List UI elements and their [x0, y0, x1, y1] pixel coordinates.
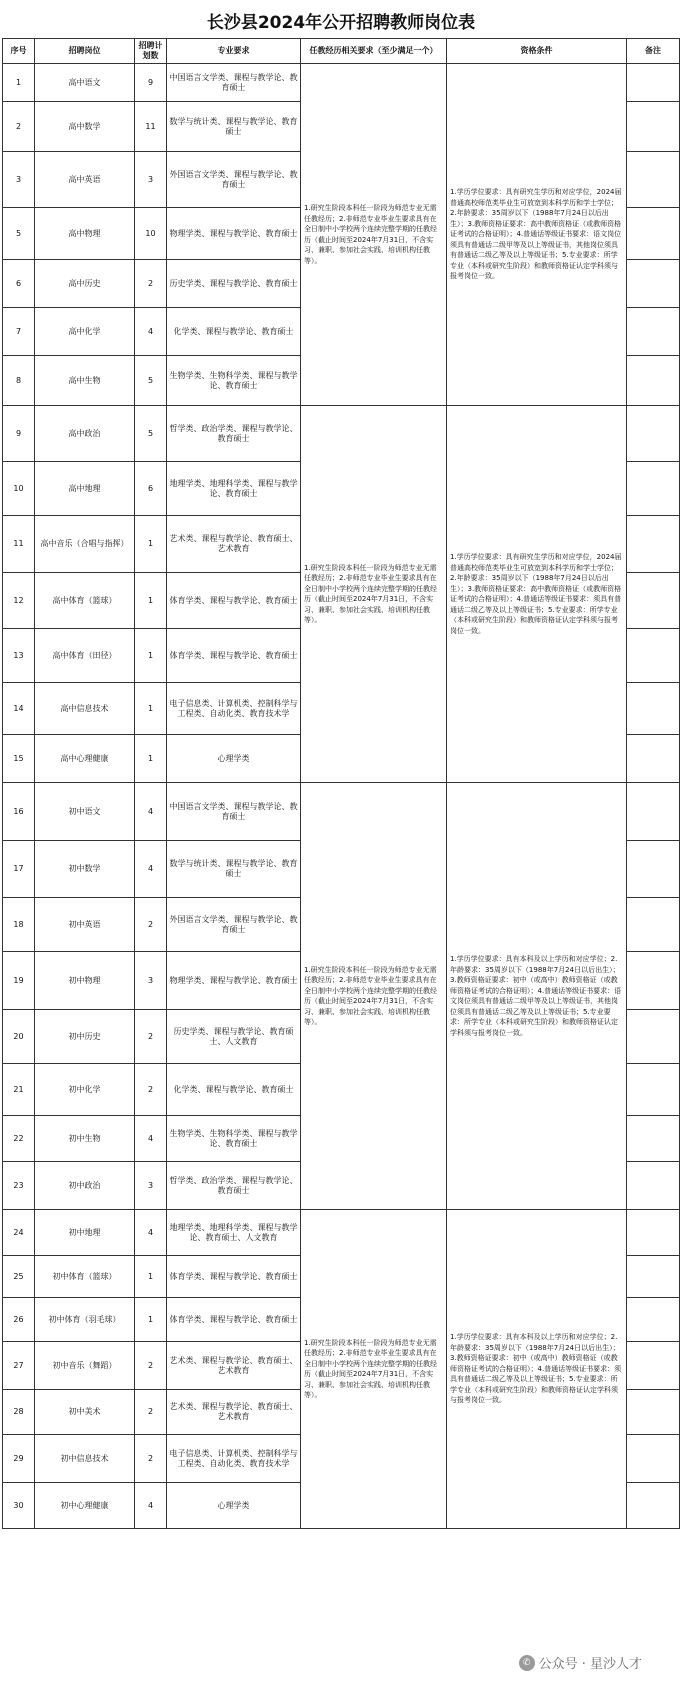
cell-remark — [627, 1483, 680, 1529]
cell-post: 高中数学 — [35, 102, 135, 152]
cell-qualification: 1.学历学位要求：具有研究生学历和对应学位，2024届普通高校师范类毕业生可放宽到本科学历和学士学位；2.年龄要求：35周岁以下（1988年7月24日以后出生）；3.教师资格证要求：高中教师资格证（或教师资格证考试的合格证明）；4.普通话等级证书要求：语文岗位须具有普通话二级甲等及以上等级证书，其他岗位须具有普通话二级乙等及以上等级证书；5.专业要求：所学专业（本科或研究生阶段）和教师资格证认定学科须与报考岗位一致。 — [447, 64, 627, 406]
cell-remark — [627, 735, 680, 783]
watermark-text: 公众号 · 星沙人才 — [538, 1657, 642, 1672]
cell-major: 数学与统计类、课程与教学论、教育硕士 — [167, 102, 301, 152]
cell-major: 外国语言文学类、课程与教学论、教育硕士 — [167, 898, 301, 952]
cell-count: 2 — [135, 898, 167, 952]
cell-major: 地理学类、地理科学类、课程与教学论、教育硕士、人文教育 — [167, 1210, 301, 1256]
cell-seq: 2 — [3, 102, 35, 152]
cell-remark — [627, 1342, 680, 1390]
cell-count: 3 — [135, 152, 167, 208]
table-header-row — [3, 39, 680, 64]
watermark — [519, 1653, 642, 1672]
cell-major: 生物学类、生物科学类、课程与教学论、教育硕士 — [167, 1116, 301, 1162]
cell-major: 艺术类、课程与教学论、教育硕士、艺术教育 — [167, 516, 301, 573]
table-row — [3, 406, 680, 462]
cell-qualification: 1.学历学位要求：具有本科及以上学历和对应学位；2.年龄要求：35周岁以下（1988年7月24日以后出生）；3.教师资格证要求：初中（或高中）教师资格证（或教师资格证考试的合格证明）；4.普通话等级证书要求：须具有普通话二级乙等及以上等级证书；5.专业要求：所学专业（本科或研究生阶段）和教师资格证认定学科须与报考岗位一致。 — [447, 1210, 627, 1529]
cell-count: 1 — [135, 1256, 167, 1298]
cell-post: 初中心理健康 — [35, 1483, 135, 1529]
cell-count: 1 — [135, 629, 167, 683]
cell-major: 中国语言文学类、课程与教学论、教育硕士 — [167, 783, 301, 841]
cell-seq: 11 — [3, 516, 35, 573]
cell-count: 1 — [135, 683, 167, 735]
cell-seq: 8 — [3, 356, 35, 406]
cell-seq: 29 — [3, 1435, 35, 1483]
cell-post: 高中体育（田径） — [35, 629, 135, 683]
cell-remark — [627, 1010, 680, 1064]
cell-remark — [627, 462, 680, 516]
cell-remark — [627, 898, 680, 952]
cell-remark — [627, 1116, 680, 1162]
cell-post: 高中历史 — [35, 260, 135, 308]
cell-seq: 22 — [3, 1116, 35, 1162]
cell-experience: 1.研究生阶段本科任一阶段为师范专业无需任教经历；2.非师范专业毕业生要求具有在全日制中小学校两个连续完整学期的任教经历（截止时间至2024年7月31日，不含实习、兼职、参加社会实践、培训机构任教等）。 — [301, 1210, 447, 1529]
cell-major: 体育学类、课程与教学论、教育硕士 — [167, 1298, 301, 1342]
cell-major: 物理学类、课程与教学论、教育硕士 — [167, 952, 301, 1010]
cell-remark — [627, 952, 680, 1010]
cell-seq: 7 — [3, 308, 35, 356]
cell-post: 初中语文 — [35, 783, 135, 841]
cell-remark — [627, 1298, 680, 1342]
cell-post: 初中英语 — [35, 898, 135, 952]
cell-remark — [627, 64, 680, 102]
cell-post: 初中体育（篮球） — [35, 1256, 135, 1298]
cell-remark — [627, 260, 680, 308]
cell-seq: 23 — [3, 1162, 35, 1210]
table-body — [3, 64, 680, 1529]
cell-post: 初中信息技术 — [35, 1435, 135, 1483]
cell-remark — [627, 1256, 680, 1298]
cell-major: 生物学类、生物科学类、课程与教学论、教育硕士 — [167, 356, 301, 406]
cell-remark — [627, 102, 680, 152]
cell-post: 高中心理健康 — [35, 735, 135, 783]
cell-remark — [627, 1064, 680, 1116]
cell-count: 2 — [135, 1064, 167, 1116]
cell-seq: 14 — [3, 683, 35, 735]
cell-count: 1 — [135, 516, 167, 573]
cell-major: 物理学类、课程与教学论、教育硕士 — [167, 208, 301, 260]
cell-post: 高中体育（篮球） — [35, 573, 135, 629]
cell-count: 4 — [135, 783, 167, 841]
cell-seq: 3 — [3, 152, 35, 208]
cell-seq: 28 — [3, 1390, 35, 1435]
table-row — [3, 1210, 680, 1256]
cell-post: 初中生物 — [35, 1116, 135, 1162]
cell-post: 高中英语 — [35, 152, 135, 208]
cell-remark — [627, 356, 680, 406]
header-count: 招聘计划数 — [135, 39, 167, 64]
cell-count: 11 — [135, 102, 167, 152]
cell-remark — [627, 1210, 680, 1256]
cell-major: 体育学类、课程与教学论、教育硕士 — [167, 1256, 301, 1298]
cell-seq: 6 — [3, 260, 35, 308]
cell-post: 初中物理 — [35, 952, 135, 1010]
cell-post: 高中语文 — [35, 64, 135, 102]
cell-major: 电子信息类、计算机类、控制科学与工程类、自动化类、教育技术学 — [167, 1435, 301, 1483]
cell-count: 1 — [135, 735, 167, 783]
cell-post: 高中生物 — [35, 356, 135, 406]
cell-count: 2 — [135, 1342, 167, 1390]
cell-count: 4 — [135, 1210, 167, 1256]
cell-count: 2 — [135, 260, 167, 308]
cell-post: 高中音乐（合唱与指挥） — [35, 516, 135, 573]
cell-remark — [627, 406, 680, 462]
cell-major: 电子信息类、计算机类、控制科学与工程类、自动化类、教育技术学 — [167, 683, 301, 735]
cell-post: 初中地理 — [35, 1210, 135, 1256]
cell-major: 心理学类 — [167, 735, 301, 783]
cell-count: 1 — [135, 1298, 167, 1342]
cell-post: 高中信息技术 — [35, 683, 135, 735]
header-remark: 备注 — [627, 39, 680, 64]
cell-count: 2 — [135, 1390, 167, 1435]
cell-seq: 1 — [3, 64, 35, 102]
cell-qualification: 1.学历学位要求：具有本科及以上学历和对应学位；2.年龄要求：35周岁以下（1988年7月24日以后出生）；3.教师资格证要求：初中（或高中）教师资格证（或教师资格证考试的合格证明）；4.普通话等级证书要求：语文岗位须具有普通话二级甲等及以上等级证书，其他岗位须具有普通话二级乙等及以上等级证书；5.专业要求：所学专业（本科或研究生阶段）和教师资格证认定学科须与报考岗位一致。 — [447, 783, 627, 1210]
cell-seq: 18 — [3, 898, 35, 952]
cell-seq: 16 — [3, 783, 35, 841]
cell-post: 初中化学 — [35, 1064, 135, 1116]
cell-count: 1 — [135, 573, 167, 629]
cell-seq: 30 — [3, 1483, 35, 1529]
cell-remark — [627, 308, 680, 356]
cell-post: 高中地理 — [35, 462, 135, 516]
cell-post: 高中政治 — [35, 406, 135, 462]
cell-count: 4 — [135, 1116, 167, 1162]
cell-seq: 10 — [3, 462, 35, 516]
cell-seq: 17 — [3, 841, 35, 898]
cell-major: 数学与统计类、课程与教学论、教育硕士 — [167, 841, 301, 898]
cell-seq: 19 — [3, 952, 35, 1010]
cell-major: 艺术类、课程与教学论、教育硕士、艺术教育 — [167, 1342, 301, 1390]
cell-remark — [627, 573, 680, 629]
cell-seq: 13 — [3, 629, 35, 683]
cell-count: 2 — [135, 1010, 167, 1064]
recruitment-table — [2, 38, 680, 1529]
wechat-icon: ✆ — [519, 1655, 535, 1671]
cell-seq: 20 — [3, 1010, 35, 1064]
cell-seq: 9 — [3, 406, 35, 462]
cell-major: 化学类、课程与教学论、教育硕士 — [167, 308, 301, 356]
cell-post: 初中音乐（舞蹈） — [35, 1342, 135, 1390]
cell-post: 初中美术 — [35, 1390, 135, 1435]
cell-count: 2 — [135, 1435, 167, 1483]
cell-seq: 24 — [3, 1210, 35, 1256]
cell-post: 初中体育（羽毛球） — [35, 1298, 135, 1342]
header-post: 招聘岗位 — [35, 39, 135, 64]
cell-remark — [627, 208, 680, 260]
header-major: 专业要求 — [167, 39, 301, 64]
cell-post: 高中化学 — [35, 308, 135, 356]
cell-major: 艺术类、课程与教学论、教育硕士、艺术教育 — [167, 1390, 301, 1435]
cell-major: 体育学类、课程与教学论、教育硕士 — [167, 629, 301, 683]
cell-major: 体育学类、课程与教学论、教育硕士 — [167, 573, 301, 629]
cell-post: 初中数学 — [35, 841, 135, 898]
cell-remark — [627, 783, 680, 841]
cell-count: 10 — [135, 208, 167, 260]
cell-major: 中国语言文学类、课程与教学论、教育硕士 — [167, 64, 301, 102]
cell-major: 历史学类、课程与教学论、教育硕士 — [167, 260, 301, 308]
cell-post: 初中政治 — [35, 1162, 135, 1210]
cell-qualification: 1.学历学位要求：具有研究生学历和对应学位，2024届普通高校师范类毕业生可放宽到本科学历和学士学位；2.年龄要求：35周岁以下（1988年7月24日以后出生）；3.教师资格证要求：高中教师资格证（或教师资格证考试的合格证明）；4.普通话等级证书要求：须具有普通话二级乙等及以上等级证书；5.专业要求：所学专业（本科或研究生阶段）和教师资格证认定学科须与报考岗位一致。 — [447, 406, 627, 783]
cell-count: 4 — [135, 841, 167, 898]
cell-remark — [627, 1435, 680, 1483]
cell-seq: 27 — [3, 1342, 35, 1390]
cell-seq: 5 — [3, 208, 35, 260]
header-experience: 任教经历相关要求（至少满足一个） — [301, 39, 447, 64]
cell-post: 初中历史 — [35, 1010, 135, 1064]
cell-count: 3 — [135, 952, 167, 1010]
cell-post: 高中物理 — [35, 208, 135, 260]
cell-experience: 1.研究生阶段本科任一阶段为师范专业无需任教经历；2.非师范专业毕业生要求具有在全日制中小学校两个连续完整学期的任教经历（截止时间至2024年7月31日，不含实习、兼职、参加社会实践、培训机构任教等）。 — [301, 406, 447, 783]
cell-major: 哲学类、政治学类、课程与教学论、教育硕士 — [167, 406, 301, 462]
cell-experience: 1.研究生阶段本科任一阶段为师范专业无需任教经历；2.非师范专业毕业生要求具有在全日制中小学校两个连续完整学期的任教经历（截止时间至2024年7月31日，不含实习、兼职、参加社会实践、培训机构任教等）。 — [301, 783, 447, 1210]
cell-seq: 25 — [3, 1256, 35, 1298]
cell-count: 5 — [135, 356, 167, 406]
table-row — [3, 783, 680, 841]
cell-seq: 21 — [3, 1064, 35, 1116]
cell-seq: 12 — [3, 573, 35, 629]
cell-remark — [627, 516, 680, 573]
header-qualification: 资格条件 — [447, 39, 627, 64]
table-row — [3, 64, 680, 102]
header-seq: 序号 — [3, 39, 35, 64]
cell-major: 化学类、课程与教学论、教育硕士 — [167, 1064, 301, 1116]
cell-major: 心理学类 — [167, 1483, 301, 1529]
cell-major: 哲学类、政治学类、课程与教学论、教育硕士 — [167, 1162, 301, 1210]
cell-count: 3 — [135, 1162, 167, 1210]
cell-remark — [627, 841, 680, 898]
cell-count: 6 — [135, 462, 167, 516]
cell-seq: 26 — [3, 1298, 35, 1342]
cell-major: 历史学类、课程与教学论、教育硕士、人文教育 — [167, 1010, 301, 1064]
cell-experience: 1.研究生阶段本科任一阶段为师范专业无需任教经历；2.非师范专业毕业生要求具有在全日制中小学校两个连续完整学期的任教经历（截止时间至2024年7月31日，不含实习、兼职、参加社会实践、培训机构任教等）。 — [301, 64, 447, 406]
cell-seq: 15 — [3, 735, 35, 783]
cell-count: 9 — [135, 64, 167, 102]
cell-remark — [627, 1162, 680, 1210]
cell-remark — [627, 629, 680, 683]
cell-remark — [627, 1390, 680, 1435]
cell-major: 外国语言文学类、课程与教学论、教育硕士 — [167, 152, 301, 208]
cell-count: 4 — [135, 308, 167, 356]
page-title: 长沙县2024年公开招聘教师岗位表 — [206, 13, 476, 33]
cell-remark — [627, 683, 680, 735]
cell-remark — [627, 152, 680, 208]
cell-count: 5 — [135, 406, 167, 462]
cell-major: 地理学类、地理科学类、课程与教学论、教育硕士 — [167, 462, 301, 516]
cell-count: 4 — [135, 1483, 167, 1529]
